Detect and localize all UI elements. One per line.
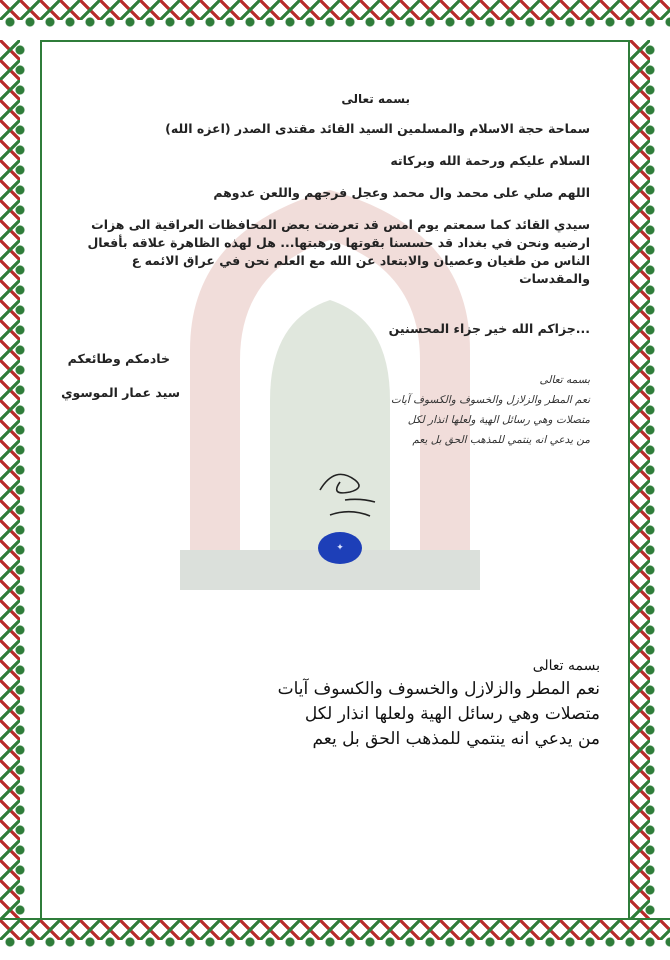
letter-address: سماحة حجة الاسلام والمسلمين السيد القائد مقتدى الصدر (اعزه الله): [165, 121, 590, 136]
seal-stamp: ✦: [318, 532, 362, 564]
border-bottom: [0, 918, 670, 960]
border-top: [0, 0, 670, 42]
transcription-heading: بسمه تعالى: [532, 658, 600, 674]
border-right: [628, 40, 670, 920]
letter-greeting: السلام عليكم ورحمة الله وبركاته: [390, 153, 590, 168]
transcription-line: متصلات وهي رسائل الهية ولعلها انذار لكل: [304, 704, 600, 724]
handwritten-line: نعم المطر والزلازل والخسوف والكسوف آيات: [390, 394, 590, 406]
signoff-name: سيد عمار الموسوي: [61, 385, 180, 400]
transcription: [200, 655, 600, 752]
body-line: ارضيه ونحن في بغداد قد حسسنا بقوتها ورهبتها... هل لهذه الظاهرة علاقه بأفعال: [87, 235, 590, 250]
letter-salawat: اللهم صلي على محمد وال محمد وعجل فرجهم واللعن عدوهم: [213, 185, 590, 200]
letter-body: [80, 216, 590, 288]
signature: [310, 460, 390, 530]
transcription-line: نعم المطر والزلازل والخسوف والكسوف آيات: [277, 679, 600, 699]
body-line: سيدي القائد كما سمعتم يوم امس قد تعرضت بعض المحافظات العراقية الى هزات: [91, 217, 590, 232]
handwritten-line: بسمه تعالى: [539, 374, 590, 386]
letter-heading: بسمه تعالى: [341, 92, 410, 106]
body-line: الناس من طغيان وعصيان والابتعاد عن الله مع العلم نحن في عراق الائمه ع: [131, 253, 590, 268]
handwritten-reply: [300, 370, 590, 450]
letter: [60, 70, 610, 630]
transcription-line: من يدعي انه ينتمي للمذهب الحق بل يعم: [312, 729, 600, 749]
border-left: [0, 40, 42, 920]
letter-closing: ...جزاكم الله خير جزاء المحسنين: [388, 321, 590, 336]
handwritten-line: متصلات وهي رسائل الهية ولعلها انذار لكل: [407, 414, 590, 426]
signoff-title: خادمكم وطائعكم: [67, 351, 170, 366]
handwritten-line: من يدعي انه ينتمي للمذهب الحق بل يعم: [412, 434, 590, 446]
body-line: والمقدسات: [519, 271, 590, 286]
